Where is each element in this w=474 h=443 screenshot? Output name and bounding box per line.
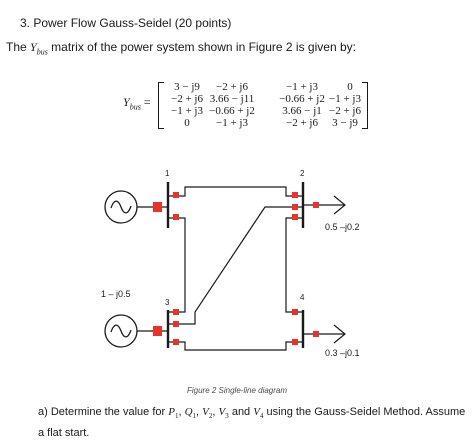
part-a-suffix: using the Gauss-Seidel Method. Assume a flat start. (38, 406, 466, 440)
breaker-icon (173, 214, 179, 220)
ybus-subscript: bus (36, 47, 48, 57)
bus-4-label: 4 (300, 293, 305, 302)
separator: , (196, 406, 203, 418)
breaker-icon (173, 192, 179, 198)
matrix-cell: −2 + j6 (286, 117, 318, 129)
matrix-cell: −0.66 + j2 (279, 93, 325, 105)
separator: , (178, 406, 185, 418)
breaker-icon (313, 202, 319, 208)
matrix-cell: −2 + j6 (216, 81, 248, 93)
ybus-symbol: Y (30, 40, 37, 54)
separator: , (212, 406, 219, 418)
breaker-icon (292, 339, 298, 345)
gen-3-value: 1 – j0.5 (101, 289, 131, 299)
matrix-cell: −2 + j6 (329, 105, 361, 117)
load-4-value: 0.3 –j0.1 (325, 348, 360, 358)
question-part-a (38, 404, 468, 442)
ybus-label-subscript: bus (129, 102, 141, 112)
breaker-icon (292, 192, 298, 198)
matrix-cell: −1 + j3 (329, 93, 361, 105)
bus-3-label: 3 (165, 298, 170, 307)
matrix-cell: −1 + j3 (286, 81, 318, 93)
matrix-cell: 0 (184, 117, 190, 129)
matrix-cell: −1 + j3 (216, 117, 248, 129)
figure-caption: Figure 2 Single-line diagram (186, 386, 288, 395)
line-1-3 (168, 218, 185, 312)
matrix-cell: −1 + j3 (171, 105, 203, 117)
intro-prefix: The (6, 40, 31, 54)
matrix-cell: 3 − j9 (332, 117, 358, 129)
var-symbol: V (253, 406, 260, 418)
sine-wave-icon (111, 325, 131, 337)
equals-sign: = (143, 95, 151, 109)
breaker-icon (153, 202, 162, 212)
breaker-icon (173, 339, 179, 345)
breaker-icon (153, 326, 162, 336)
var-symbol: P (168, 406, 175, 418)
breaker-icon (173, 321, 179, 327)
bus-2-label: 2 (300, 169, 305, 178)
breaker-icon (313, 331, 319, 337)
sine-wave-icon (111, 201, 131, 213)
matrix-cell: 3.66 − j1 (282, 105, 322, 117)
part-a-prefix: a) Determine the value for (38, 406, 169, 418)
line-2-3 (168, 207, 303, 324)
question-title: 3. Power Flow Gauss-Seidel (20 points) (20, 16, 232, 30)
var-subscript: 1 (174, 412, 179, 421)
var-subscript: 3 (225, 412, 229, 421)
var-symbol: V (218, 406, 226, 418)
breaker-icon (292, 204, 298, 210)
separator: and (228, 406, 254, 418)
matrix-cell: 3.66 − j11 (209, 93, 255, 105)
load-2-value: 0.5 –j0.2 (325, 222, 360, 232)
intro-suffix: matrix of the power system shown in Figure 2 is given by: (47, 40, 356, 54)
var-subscript: 4 (259, 412, 264, 421)
breaker-icon (292, 309, 298, 315)
bus-1-label: 1 (165, 169, 170, 178)
breaker-icon (292, 214, 298, 220)
var-subscript: 2 (208, 412, 213, 421)
var-subscript: 1 (192, 412, 197, 421)
matrix-cell: −0.66 + j2 (209, 105, 255, 117)
matrix-cell: 0 (347, 81, 353, 93)
line-3-4 (168, 342, 303, 350)
var-symbol: V (202, 406, 209, 418)
matrix-cell: 3 − j9 (174, 81, 200, 93)
line-1-2 (168, 187, 303, 196)
var-symbol: Q (184, 406, 193, 418)
matrix-cell: −2 + j6 (171, 93, 203, 105)
breaker-icon (173, 309, 179, 315)
ybus-label-symbol: Y (123, 95, 130, 109)
